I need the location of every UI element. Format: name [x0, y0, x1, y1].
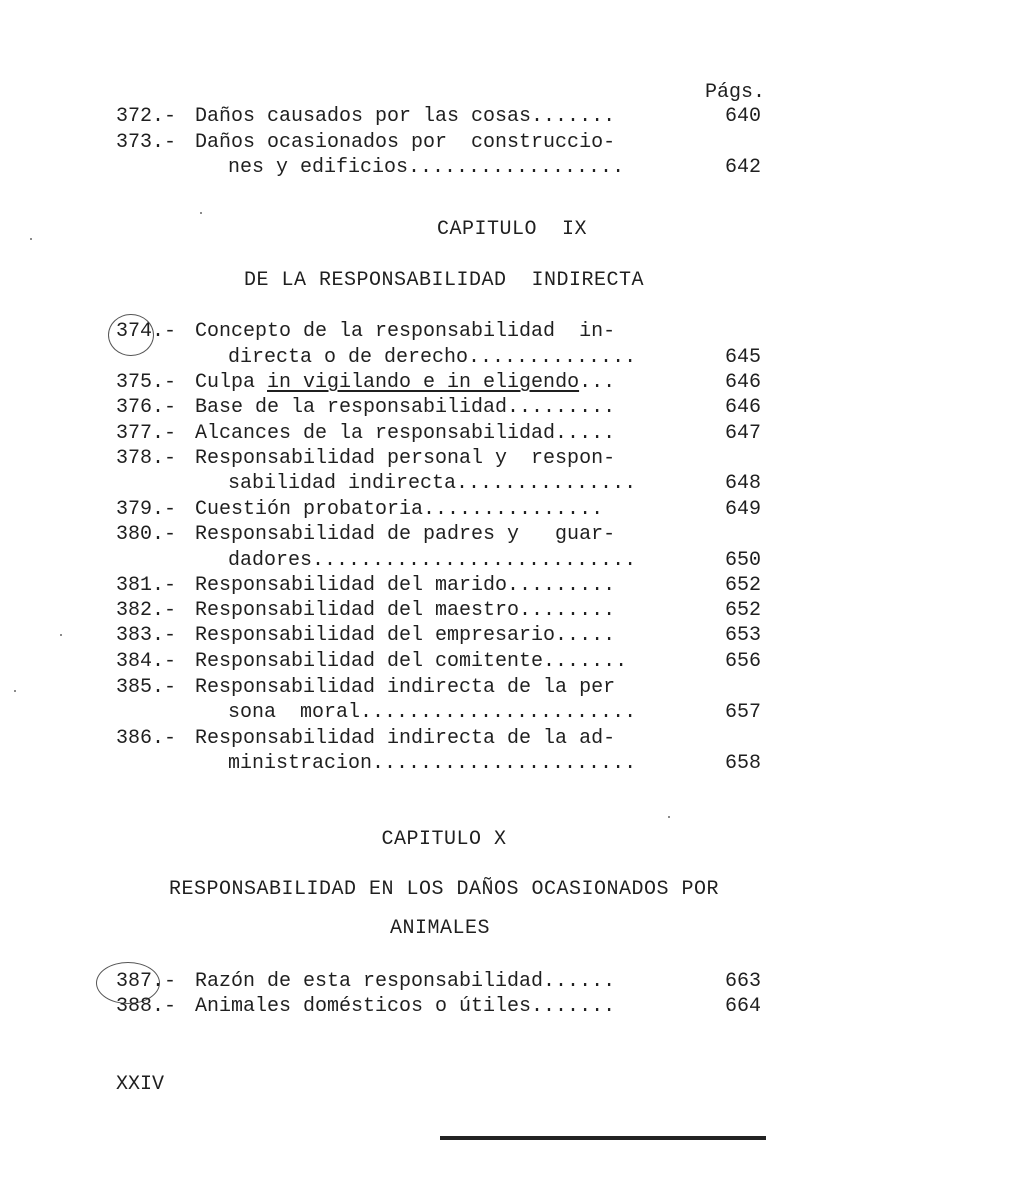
entry-text: Responsabilidad indirecta de la ad-	[195, 727, 616, 750]
scan-speck	[668, 816, 670, 818]
entry-number: 376.-	[116, 396, 177, 419]
scan-speck	[14, 690, 16, 692]
entry-text: sabilidad indirecta...............	[228, 472, 637, 495]
entry-number: 373.-	[116, 131, 177, 154]
entry-text: Responsabilidad del marido.........	[195, 574, 616, 597]
entry-text-underlined: in vigilando e in eligendo	[267, 371, 580, 394]
entry-number: 387.-	[116, 970, 177, 993]
entry-number: 375.-	[116, 371, 177, 394]
entry-page: 648	[724, 472, 761, 495]
entry-page: 657	[724, 701, 761, 724]
toc-entry	[0, 522, 1024, 547]
entry-text: Responsabilidad personal y respon-	[195, 447, 616, 470]
entry-text: Cuestión probatoria...............	[195, 498, 604, 521]
entry-page: 645	[724, 346, 761, 369]
entry-page: 652	[724, 599, 761, 622]
toc-entry	[0, 726, 1024, 751]
entry-text: directa o de derecho..............	[228, 346, 637, 369]
entry-text: Responsabilidad de padres y guar-	[195, 523, 616, 546]
toc-entry	[0, 130, 1024, 155]
entry-page: 652	[724, 574, 761, 597]
chapter-label: CAPITULO IX	[436, 218, 588, 241]
entry-page: 646	[724, 371, 761, 394]
entry-text: Responsabilidad indirecta de la per	[195, 676, 616, 699]
toc-entry	[0, 497, 1024, 522]
chapter-title-line2: ANIMALES	[389, 917, 490, 940]
entry-number: 378.-	[116, 447, 177, 470]
toc-entry	[0, 623, 1024, 648]
toc-entry-continuation	[0, 700, 1024, 725]
entry-page: 642	[724, 156, 761, 179]
toc-entry	[0, 598, 1024, 623]
toc-entry	[0, 573, 1024, 598]
scan-speck	[30, 238, 32, 240]
entry-page: 653	[724, 624, 761, 647]
toc-entry	[0, 649, 1024, 674]
entry-text: Daños causados por las cosas.......	[195, 105, 616, 128]
toc-entry	[0, 319, 1024, 344]
entry-text: Base de la responsabilidad.........	[195, 396, 616, 419]
chapter-title-line1: RESPONSABILIDAD EN LOS DAÑOS OCASIONADOS POR	[168, 878, 720, 901]
entry-number: 379.-	[116, 498, 177, 521]
entry-page: 656	[724, 650, 761, 673]
entry-text: ministracion......................	[228, 752, 637, 775]
entry-text	[195, 370, 615, 395]
toc-entry-continuation	[0, 155, 1024, 180]
entry-text-pre: Culpa	[195, 371, 268, 394]
chapter-title: DE LA RESPONSABILIDAD INDIRECTA	[243, 269, 645, 292]
entry-page: 658	[724, 752, 761, 775]
entry-page: 650	[724, 549, 761, 572]
entry-text: nes y edificios..................	[228, 156, 625, 179]
entry-text: sona moral.......................	[228, 701, 637, 724]
toc-entry-continuation	[0, 345, 1024, 370]
toc-entry	[0, 446, 1024, 471]
entry-text: Concepto de la responsabilidad in-	[195, 320, 616, 343]
entry-text: Razón de esta responsabilidad......	[195, 970, 616, 993]
toc-entry-continuation	[0, 751, 1024, 776]
entry-text: dadores...........................	[228, 549, 637, 572]
pages-column-header: Págs.	[705, 81, 766, 104]
toc-entry	[0, 104, 1024, 129]
toc-entry	[0, 969, 1024, 994]
entry-page: 649	[724, 498, 761, 521]
entry-number: 382.-	[116, 599, 177, 622]
entry-number: 386.-	[116, 727, 177, 750]
entry-number: 380.-	[116, 523, 177, 546]
scan-speck	[60, 634, 62, 636]
toc-entry	[0, 395, 1024, 420]
scan-speck	[200, 212, 202, 214]
entry-number: 377.-	[116, 422, 177, 445]
toc-entry-continuation	[0, 548, 1024, 573]
toc-entry	[0, 994, 1024, 1019]
entry-text: Alcances de la responsabilidad.....	[195, 422, 616, 445]
entry-page: 664	[724, 995, 761, 1018]
page-number: XXIV	[116, 1073, 165, 1096]
entry-text: Daños ocasionados por construccio-	[195, 131, 616, 154]
toc-entry	[0, 370, 1024, 395]
entry-number: 388.-	[116, 995, 177, 1018]
entry-number: 384.-	[116, 650, 177, 673]
toc-entry	[0, 421, 1024, 446]
entry-number: 374.-	[116, 320, 177, 343]
entry-text-post: ...	[579, 371, 616, 394]
entry-page: 663	[724, 970, 761, 993]
chapter-label: CAPITULO X	[381, 828, 507, 851]
entry-text: Responsabilidad del empresario.....	[195, 624, 616, 647]
entry-number: 383.-	[116, 624, 177, 647]
entry-text: Responsabilidad del comitente.......	[195, 650, 628, 673]
entry-number: 381.-	[116, 574, 177, 597]
entry-text: Animales domésticos o útiles.......	[195, 995, 616, 1018]
entry-text: Responsabilidad del maestro........	[195, 599, 616, 622]
entry-number: 385.-	[116, 676, 177, 699]
toc-entry	[0, 675, 1024, 700]
entry-number: 372.-	[116, 105, 177, 128]
entry-page: 640	[724, 105, 761, 128]
entry-page: 647	[724, 422, 761, 445]
bottom-rule	[440, 1136, 766, 1140]
entry-page: 646	[724, 396, 761, 419]
toc-entry-continuation	[0, 471, 1024, 496]
